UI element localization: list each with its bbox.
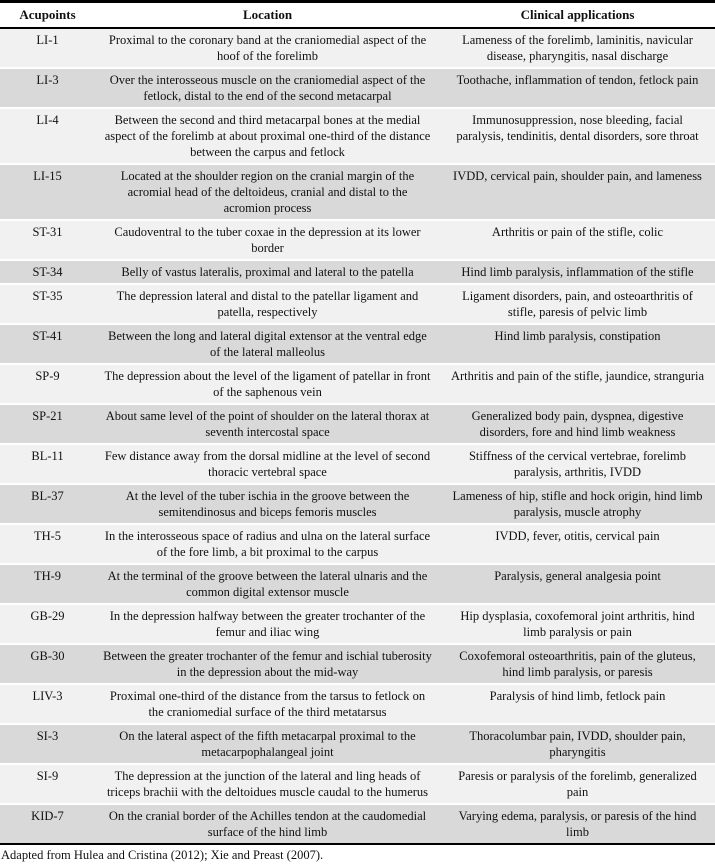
table-row	[0, 684, 715, 724]
table-row	[0, 260, 715, 284]
table-row	[0, 444, 715, 484]
table-row	[0, 324, 715, 364]
location-cell: On the lateral aspect of the fifth metacarpal proximal to the metacarpophalangeal joint	[95, 724, 440, 764]
table-row	[0, 724, 715, 764]
table-row	[0, 644, 715, 684]
location-cell: The depression lateral and distal to the patellar ligament and patella, respectively	[95, 284, 440, 324]
clinical-applications-cell: IVDD, cervical pain, shoulder pain, and lameness	[440, 164, 715, 220]
acupoint-cell: GB-30	[0, 644, 95, 684]
table-body	[0, 28, 715, 844]
clinical-applications-cell: Arthritis or pain of the stifle, colic	[440, 220, 715, 260]
location-cell: On the cranial border of the Achilles tendon at the caudomedial surface of the hind limb	[95, 804, 440, 844]
table-row	[0, 28, 715, 68]
clinical-applications-cell: Stiffness of the cervical vertebrae, forelimb paralysis, arthritis, IVDD	[440, 444, 715, 484]
location-cell: In the interosseous space of radius and ulna on the lateral surface of the fore limb, a bit proximal to the carpus	[95, 524, 440, 564]
acupoint-cell: GB-29	[0, 604, 95, 644]
clinical-applications-cell: Paralysis of hind limb, fetlock pain	[440, 684, 715, 724]
location-cell: Between the second and third metacarpal bones at the medial aspect of the forelimb at about proximal one-third of the distance between the carpus and fetlock	[95, 108, 440, 164]
col-header-acupoints: Acupoints	[0, 2, 95, 29]
table-row	[0, 604, 715, 644]
clinical-applications-cell: IVDD, fever, otitis, cervical pain	[440, 524, 715, 564]
acupoint-cell: ST-31	[0, 220, 95, 260]
table-row	[0, 404, 715, 444]
table-row	[0, 804, 715, 844]
acupoint-cell: LI-4	[0, 108, 95, 164]
location-cell: Between the greater trochanter of the femur and ischial tuberosity in the depression about the mid-way	[95, 644, 440, 684]
acupoint-cell: LI-15	[0, 164, 95, 220]
acupoint-cell: LI-3	[0, 68, 95, 108]
location-cell: Belly of vastus lateralis, proximal and lateral to the patella	[95, 260, 440, 284]
acupoint-cell: BL-37	[0, 484, 95, 524]
col-header-location: Location	[95, 2, 440, 29]
clinical-applications-cell: Thoracolumbar pain, IVDD, shoulder pain, pharyngitis	[440, 724, 715, 764]
clinical-applications-cell: Lameness of the forelimb, laminitis, navicular disease, pharyngitis, nasal discharge	[462, 33, 693, 63]
location-cell: Between the long and lateral digital extensor at the ventral edge of the lateral malleolus	[95, 324, 440, 364]
acupoint-cell: ST-34	[0, 260, 95, 284]
clinical-applications-cell: Hind limb paralysis, constipation	[440, 324, 715, 364]
table-row	[0, 164, 715, 220]
acupoint-cell: LI-1	[36, 33, 59, 47]
location-cell: Few distance away from the dorsal midline at the level of second thoracic vertebral space	[95, 444, 440, 484]
location-cell: At the terminal of the groove between the lateral ulnaris and the common digital extensor muscle	[95, 564, 440, 604]
location-cell: Caudoventral to the tuber coxae in the depression at its lower border	[95, 220, 440, 260]
header-row	[0, 2, 715, 29]
acupoint-cell: SI-9	[0, 764, 95, 804]
table-row	[0, 108, 715, 164]
table-header	[0, 2, 715, 29]
table-row	[0, 524, 715, 564]
clinical-applications-cell: Coxofemoral osteoarthritis, pain of the gluteus, hind limb paralysis, or paresis	[440, 644, 715, 684]
table-row	[0, 564, 715, 604]
location-cell: The depression about the level of the ligament of patellar in front of the saphenous vein	[95, 364, 440, 404]
acupoint-cell: TH-9	[0, 564, 95, 604]
clinical-applications-cell: Arthritis and pain of the stifle, jaundice, stranguria	[440, 364, 715, 404]
table-row	[0, 484, 715, 524]
clinical-applications-cell: Paresis or paralysis of the forelimb, generalized pain	[440, 764, 715, 804]
col-header-clinical-applications: Clinical applications	[440, 2, 715, 29]
acupoint-cell: SI-3	[0, 724, 95, 764]
acupoint-cell: ST-35	[0, 284, 95, 324]
acupoint-cell: TH-5	[0, 524, 95, 564]
location-cell: Proximal to the coronary band at the craniomedial aspect of the hoof of the forelimb	[108, 33, 427, 63]
location-cell: Proximal one-third of the distance from the tarsus to fetlock on the craniomedial surface of the third metatarsus	[95, 684, 440, 724]
location-cell: In the depression halfway between the greater trochanter of the femur and iliac wing	[95, 604, 440, 644]
table-row	[0, 220, 715, 260]
table-row	[0, 764, 715, 804]
location-cell: Over the interosseous muscle on the craniomedial aspect of the fetlock, distal to the end of the second metacarpal	[95, 68, 440, 108]
acupoint-cell: KID-7	[0, 804, 95, 844]
location-cell: About same level of the point of shoulder on the lateral thorax at seventh intercostal space	[95, 404, 440, 444]
location-cell: The depression at the junction of the lateral and ling heads of triceps brachii with the deltoidues muscle caudal to the humerus	[95, 764, 440, 804]
clinical-applications-cell: Ligament disorders, pain, and osteoarthritis of stifle, paresis of pelvic limb	[440, 284, 715, 324]
clinical-applications-cell: Lameness of hip, stifle and hock origin, hind limb paralysis, muscle atrophy	[440, 484, 715, 524]
acupoint-cell: ST-41	[0, 324, 95, 364]
acupoint-cell: LIV-3	[0, 684, 95, 724]
location-cell: Located at the shoulder region on the cranial margin of the acromial head of the deltoideus, cranial and distal to the acromion process	[95, 164, 440, 220]
acupoint-cell: BL-11	[0, 444, 95, 484]
acupoint-cell: SP-9	[0, 364, 95, 404]
clinical-applications-cell: Varying edema, paralysis, or paresis of the hind limb	[440, 804, 715, 844]
table-row	[0, 68, 715, 108]
clinical-applications-cell: Hip dysplasia, coxofemoral joint arthritis, hind limb paralysis or pain	[440, 604, 715, 644]
table-row	[0, 284, 715, 324]
clinical-applications-cell: Paralysis, general analgesia point	[440, 564, 715, 604]
table-row	[0, 364, 715, 404]
clinical-applications-cell: Immunosuppression, nose bleeding, facial paralysis, tendinitis, dental disorders, sore throat	[440, 108, 715, 164]
clinical-applications-cell: Hind limb paralysis, inflammation of the stifle	[440, 260, 715, 284]
clinical-applications-cell: Generalized body pain, dyspnea, digestive disorders, fore and hind limb weakness	[440, 404, 715, 444]
acupoint-cell: SP-21	[0, 404, 95, 444]
table-footnote: Adapted from Hulea and Cristina (2012); Xie and Preast (2007).	[0, 845, 715, 866]
clinical-applications-cell: Toothache, inflammation of tendon, fetlock pain	[440, 68, 715, 108]
location-cell: At the level of the tuber ischia in the groove between the semitendinosus and biceps femoris muscles	[95, 484, 440, 524]
